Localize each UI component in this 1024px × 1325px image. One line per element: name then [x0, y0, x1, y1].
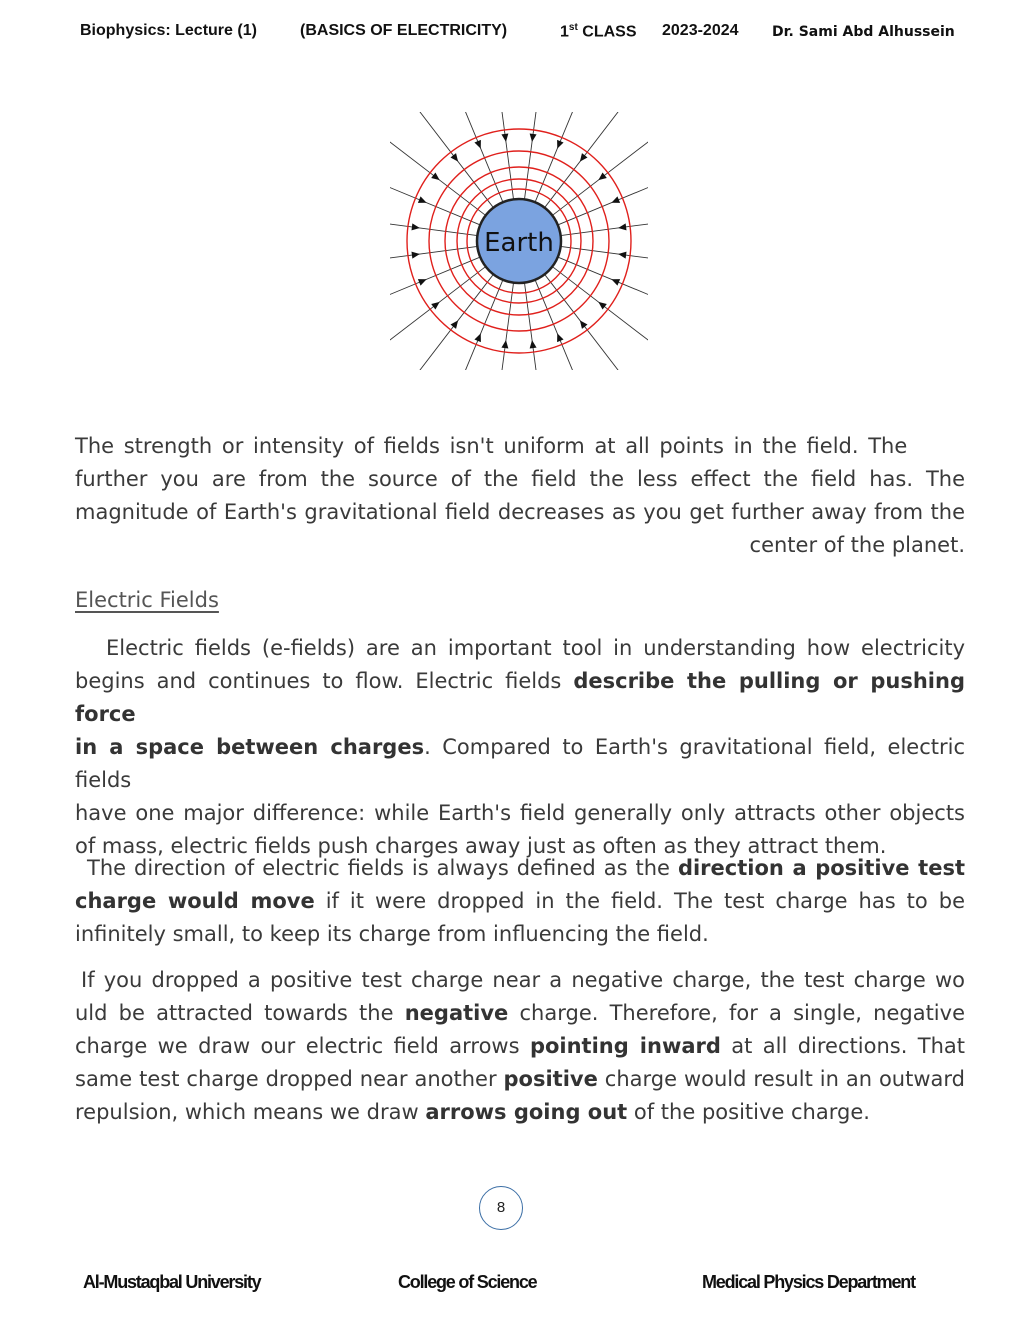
page-number: 8	[479, 1186, 523, 1230]
paragraph-field-strength	[75, 430, 965, 562]
text-line: charge would move if it were dropped in the field. The test charge has to be	[75, 889, 965, 913]
header-year: 2023-2024	[662, 22, 739, 39]
header-topic: (BASICS OF ELECTRICITY)	[300, 22, 508, 39]
earth-field-diagram	[390, 112, 648, 370]
text-line: infinitely small, to keep its charge from influencing the field.	[75, 922, 709, 946]
text-line: of mass, electric fields push charges away just as often as they attract them.	[75, 834, 887, 858]
text-line: same test charge dropped near another positive charge would result in an outward	[75, 1067, 965, 1091]
footer-college: College of Science	[398, 1272, 537, 1292]
section-heading-electric-fields: Electric Fields	[75, 588, 219, 612]
text-line: uld be attracted towards the negative charge. Therefore, for a single, negative	[75, 1001, 965, 1025]
header-course: Biophysics: Lecture (1)	[80, 22, 257, 39]
header-author: Dr. Sami Abd Alhussein	[772, 24, 955, 40]
text-line: have one major difference: while Earth's field generally only attracts other objects	[75, 801, 965, 825]
text-line: further you are from the source of the field the less effect the field has. The	[75, 467, 965, 491]
footer-university: Al-Mustaqbal University	[83, 1272, 261, 1292]
text-line: repulsion, which means we draw arrows going out of the positive charge.	[75, 1100, 870, 1124]
text-line: magnitude of Earth's gravitational field decreases as you get further away from the	[75, 500, 965, 524]
footer-department: Medical Physics Department	[702, 1272, 915, 1292]
text-line: If you dropped a positive test charge near a negative charge, the test charge wo	[81, 968, 965, 992]
earth-label: Earth	[484, 228, 554, 258]
page-header	[0, 22, 1024, 46]
text-line: begins and continues to flow. Electric fields describe the pulling or pushing force	[75, 669, 965, 726]
text-line: The strength or intensity of fields isn't uniform at all points in the field. The	[75, 434, 908, 458]
text-line: Electric fields (e-fields) are an important tool in understanding how electricity	[106, 636, 965, 660]
paragraph-test-charge	[75, 964, 965, 1129]
text-line: center of the planet.	[749, 533, 965, 557]
text-line: in a space between charges. Compared to Earth's gravitational field, electric fields	[75, 735, 965, 792]
header-class: 1st CLASS	[560, 22, 637, 41]
text-line: charge we draw our electric field arrows pointing inward at all directions. That	[75, 1034, 965, 1058]
text-line: The direction of electric fields is always defined as the direction a positive test	[87, 856, 965, 880]
paragraph-electric-fields	[75, 632, 965, 863]
paragraph-field-direction	[75, 852, 965, 951]
